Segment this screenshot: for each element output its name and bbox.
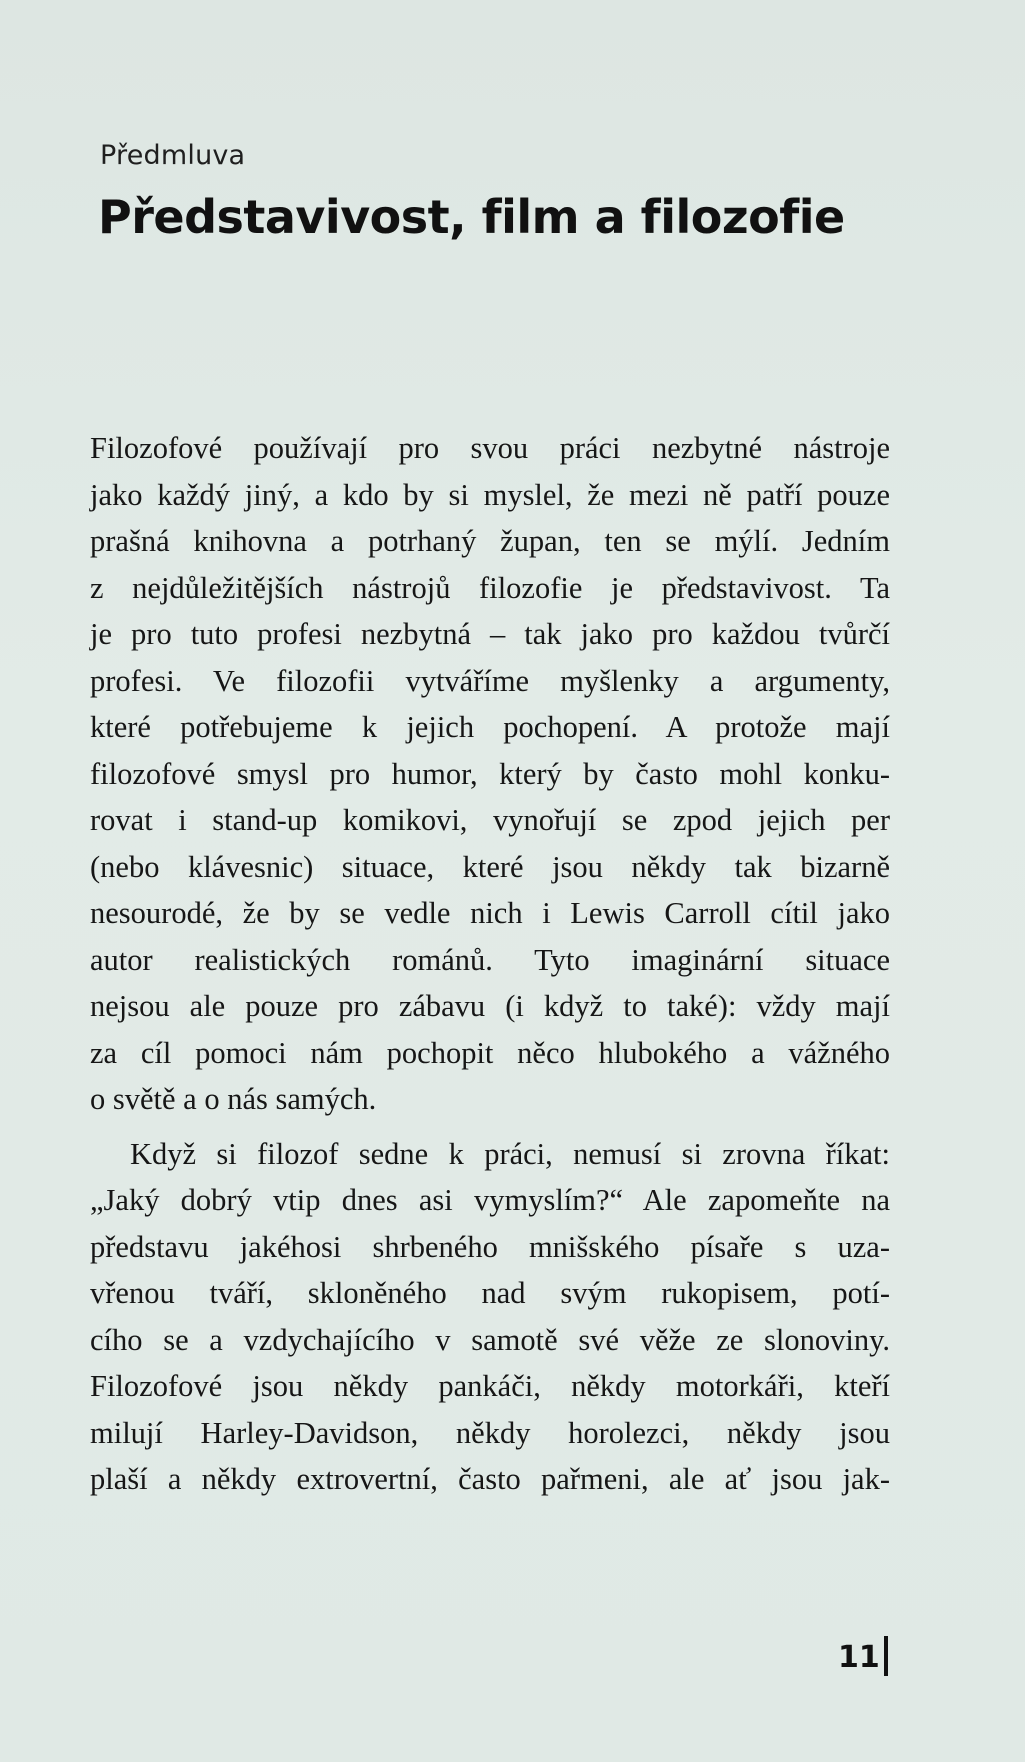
- text-line: o světě a o nás samých.: [90, 1082, 377, 1116]
- text-line: je pro tuto profesi nezbytná – tak jako pro každou tvůrčí: [90, 617, 890, 651]
- paragraph: [90, 425, 890, 1123]
- text-line: autor realistických románů. Tyto imaginární situace: [90, 942, 890, 977]
- text-line: profesi. Ve filozofii vytváříme myšlenky a argumenty,: [90, 663, 890, 698]
- text-line: milují Harley-Davidson, někdy horolezci, někdy jsou: [90, 1415, 890, 1450]
- paragraph: [90, 1131, 890, 1503]
- text-line: (nebo klávesnic) situace, které jsou někdy tak bizarně: [90, 849, 890, 884]
- text-line: cího se a vzdychajícího v samotě své věže ze slonoviny.: [90, 1322, 890, 1357]
- body-text: [90, 425, 890, 1503]
- text-line: z nejdůležitějších nástrojů filozofie je představivost. Ta: [90, 570, 890, 605]
- text-line: nesourodé, že by se vedle nich i Lewis Carroll cítil jako: [90, 896, 890, 930]
- text-line: plaší a někdy extrovertní, často pařmeni, ale ať jsou jak-: [90, 1462, 890, 1496]
- text-line: nejsou ale pouze pro zábavu (i když to také): vždy mají: [90, 989, 890, 1023]
- text-line: za cíl pomoci nám pochopit něco hlubokého a vážného: [90, 1035, 890, 1070]
- page-number-rule: [884, 1636, 888, 1676]
- text-line: Když si filozof sedne k práci, nemusí si zrovna říkat:: [130, 1136, 890, 1171]
- text-line: vřenou tváří, skloněného nad svým rukopisem, potí-: [90, 1276, 890, 1310]
- text-line: rovat i stand-up komikovi, vynořují se zpod jejich per: [90, 803, 890, 837]
- text-line: „Jaký dobrý vtip dnes asi vymyslím?“ Ale zapomeňte na: [90, 1183, 890, 1217]
- text-line: které potřebujeme k jejich pochopení. A protože mají: [90, 710, 890, 744]
- chapter-kicker: Předmluva: [100, 140, 246, 171]
- page-number: 11: [838, 1640, 880, 1675]
- text-line: Filozofové jsou někdy pankáči, někdy motorkáři, kteří: [90, 1369, 890, 1403]
- chapter-title: Představivost, film a filozofie: [98, 190, 845, 244]
- text-line: prašná knihovna a potrhaný župan, ten se mýlí. Jedním: [90, 524, 890, 558]
- text-line: jako každý jiný, a kdo by si myslel, že mezi ně patří pouze: [90, 477, 890, 512]
- text-line: představu jakéhosi shrbeného mnišského písaře s uza-: [90, 1229, 890, 1264]
- text-line: filozofové smysl pro humor, který by často mohl konku-: [90, 756, 890, 791]
- text-line: Filozofové používají pro svou práci nezbytné nástroje: [90, 431, 890, 465]
